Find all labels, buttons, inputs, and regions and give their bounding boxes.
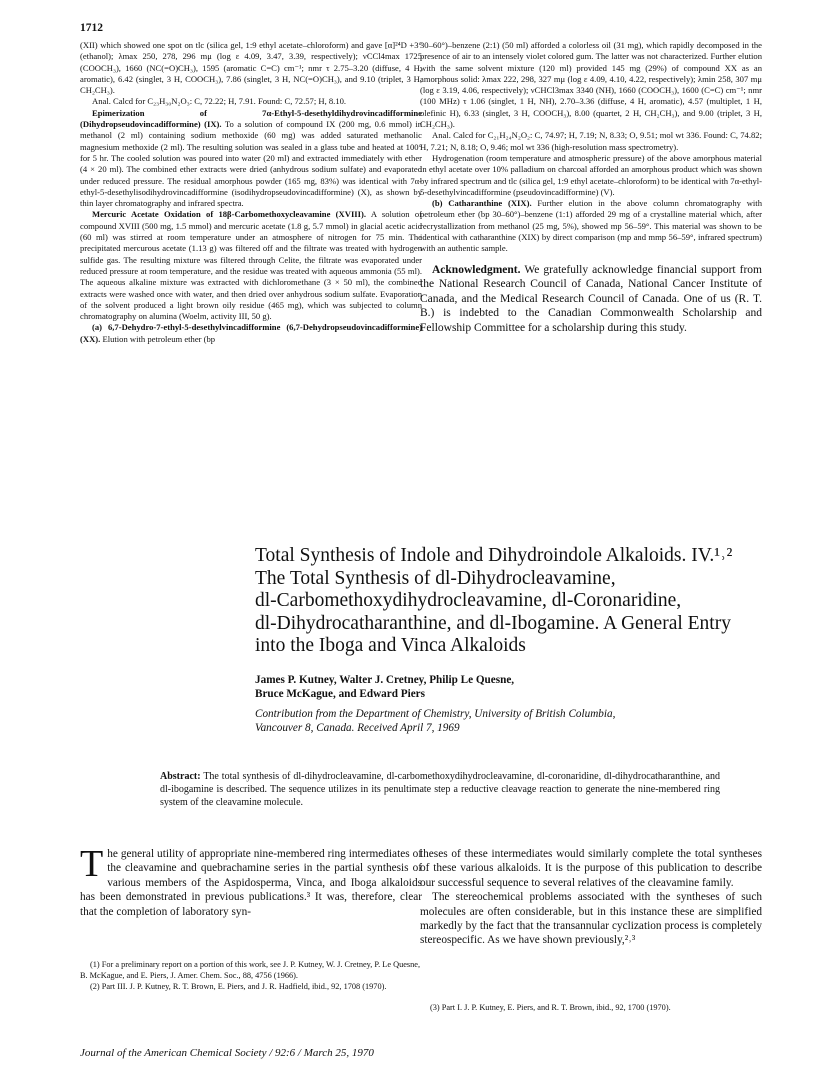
affiliation — [255, 707, 775, 735]
footnote: (3) Part I. J. P. Kutney, E. Piers, and R. T. Brown, ibid., 92, 1700 (1970). — [430, 1003, 671, 1012]
paragraph: Anal. Calcd for C₂₃H₃₀N₂O₃: C, 72.22; H, 7.91. Found: C, 72.57; H, 8.10. — [92, 96, 347, 107]
drop-cap: T — [80, 843, 104, 885]
intro-text: he general utility of appropriate nine-membered ring intermediates of the cleavamine and quebrachamine series in the partial synthesis of various members of the Aspidosperma, Vinca, and Iboga alkaloids has been demonstrated in previous publications.³ It was, therefore, clear that the completion of laboratory syn- — [80, 848, 422, 918]
paragraph-text: To a solution of compound IX (200 mg, 0.6 mmol) in methanol (2 ml) containing sodium methoxide (60 mg) was added saturated methanolic magnesium methoxide (2 ml). The resulting solution was sealed in a glass tube and heated at 100° for 5 hr. The cooled solution was poured into water (20 ml) and extracted immediately with ether (4 × 20 ml). The combined ether extracts were dried (anhydrous sodium sulfate) and evaporated under reduced pressure. The residual amorphous powder (165 mg, 83%) was identical with 7α-ethyl-5-desethylisodihydrovincadifformine (isodihydropseudovincadifformine) (X), as shown by thin layer chromatography and infrared spectra. — [80, 119, 423, 209]
article-title — [255, 545, 775, 658]
abstract-text: The total synthesis of dl-dihydrocleavamine, dl-carbomethoxydihydrocleavamine, dl-coronaridine, dl-dihydrocatharanthine, and dl-ibogamine is described. The sequence utilizes in its penultimate step a reductive cleavage reaction to generate the nine-membered ring system of the cleavamine molecule. — [160, 771, 720, 808]
paragraph: Anal. Calcd for C₂₁H₂₄N₂O₂: C, 74.97; H, 7.19; N, 8.33; O, 9.51; mol wt 336. Found: C, 74.82; H, 7.21; N, 8.18; O, 9.46; mol wt 336 (high-resolution mass spectrometry). — [420, 130, 762, 152]
paragraph-text: Elution with petroleum ether (bp — [102, 333, 216, 344]
title-line: Total Synthesis of Indole and Dihydroindole Alkaloids. IV.¹˒² — [255, 545, 733, 566]
page-number: 1712 — [80, 22, 103, 34]
footnote: (1) For a preliminary report on a portion of this work, see J. P. Kutney, W. J. Cretney, P. Le Quesne, B. McKague, and E. Piers, J. Amer. Chem. Soc., 88, 4756 (1966). — [80, 960, 421, 980]
footnote: (2) Part III. J. P. Kutney, R. T. Brown, E. Piers, and J. R. Hadfield, ibid., 92, 1708 (1970). — [90, 982, 387, 992]
acknowledgment-heading: Acknowledgment. — [432, 263, 521, 276]
paragraph-text: A solution of compound XVIII (500 mg, 1.5 mmol) and mercuric acetate (1.8 g, 5.7 mmol) in glacial acetic acid (60 ml) was stirred at room temperature under an atmosphere of nitrogen for 75 min. The precipitated mercurous acetate (1.13 g) was filtered off and the filtrate was treated with hydrogen sulfide gas. The resulting mixture was filtered through Celite, the filtrate was evaporated under reduced pressure at room temperature, and the residue was treated with aqueous ammonia (55 ml). The aqueous alkaline mixture was extracted with dichloromethane (3 × 50 ml), the combined extracts were washed once with water, and then dried over anhydrous sodium sulfate. Evaporation of the solvent produced a light brown oily residue (465 mg), which was subjected to column chromatography on alumina (Woelm, activity III, 50 g). — [80, 209, 423, 322]
acknowledgment — [420, 263, 762, 336]
footnotes-left — [80, 960, 422, 994]
title-line: into the Iboga and Vinca Alkaloids — [255, 635, 526, 656]
paragraph: Hydrogenation (room temperature and atmospheric pressure) of the above amorphous material in ethyl acetate over 10% palladium on charcoal afforded an amorphous product which was shown by infrared spectrum and tlc (silica gel, 1:9 ethyl acetate–chloroform) to be identical with 7α-ethyl-5-desethylvincadifformine (pseudovincadifformine) (V). — [420, 152, 762, 197]
affiliation-line: Contribution from the Department of Chemistry, University of British Columbia, — [255, 708, 616, 720]
paragraph: theses of these intermediates would similarly complete the total syntheses of these various alkaloids. It is the purpose of this publication to describe our successful sequence to several relatives of the cleavamine family. — [420, 848, 762, 889]
section-heading: (b) Catharanthine (XIX). — [432, 198, 532, 209]
section-heading: (a) 6,7-Dehydro-7-ethyl-5-desethylvincadifformine (6,7-Dehydropseudovincadifformine) (XX). — [80, 322, 422, 344]
abstract-label: Abstract: — [160, 771, 201, 782]
intro-right-column — [420, 847, 762, 948]
section-heading: Mercuric Acetate Oxidation of 18β-Carbomethoxycleavamine (XVIII). — [92, 209, 367, 220]
footnotes-right — [420, 1003, 762, 1015]
title-line: dl-Dihydrocatharanthine, and dl-Ibogamine. A General Entry — [255, 612, 731, 634]
paragraph-text: Further elution in the above column chromatography with petroleum ether (bp 30–60°)–benzene (1:1) afforded 29 mg of a crystalline material which, after recrystallization from methanol (25 mg, 5%), showed mp 56–59°. This material was shown to be identical with catharanthine (XIX) by direct comparison (mp and mmp 56–59°, infrared spectrum) with an authentic sample. — [420, 198, 762, 254]
section-heading: Epimerization of 7α-Ethyl-5-desethyldihydrovincadifformine (Dihydropseudovincadifformine) (IX). — [80, 107, 422, 130]
acknowledgment-text: We gratefully acknowledge financial support from the National Research Council of Canada, National Cancer Institute of Canada, and the Medical Research Council of Canada. One of us (R. T. B.) is indebted to the Canadian Commonwealth Scholarship and Fellowship Committee for a scholarship during this study. — [420, 263, 762, 335]
intro-left-column — [80, 843, 422, 919]
authors-line: Bruce McKague, and Edward Piers — [255, 688, 425, 700]
affiliation-line: Vancouver 8, Canada. Received April 7, 1969 — [255, 722, 460, 734]
abstract — [160, 770, 720, 809]
paragraph — [80, 209, 422, 322]
paragraph — [80, 322, 422, 345]
title-line: dl-Carbomethoxydihydrocleavamine, dl-Coronaridine, — [255, 590, 682, 611]
author-list — [255, 673, 775, 701]
paragraph: The stereochemical problems associated with the syntheses of such molecules are often considerable, but in this instance these are simplified markedly by the fact that the transannular cyclization process is completely stereospecific. As we have shown previously,²˒³ — [420, 891, 762, 947]
paragraph: (XII) which showed one spot on tlc (silica gel, 1:9 ethyl acetate–chloroform) and gave [α]²⁴D +3° (ethanol); λmax 250, 278, 296 mμ (log ε 4.09, 3.47, 3.39, respectively); νCCl4max 1725 (COOCH₃), 1660 (NC(=O)CH₃), 1595 (aromatic C=C) cm⁻¹; nmr τ 2.75–3.20 (diffuse, 4 H, aromatic), 6.42 (singlet, 3 H, COOCH₃), 7.86 (singlet, 3 H, NC(=O)CH₃), and 9.10 (triplet, 3 H, CH₂CH₃). — [80, 40, 422, 96]
paragraph — [420, 198, 762, 254]
authors-line: James P. Kutney, Walter J. Cretney, Philip Le Quesne, — [255, 674, 515, 686]
journal-footer: Journal of the American Chemical Society / 92:6 / March 25, 1970 — [80, 1047, 374, 1059]
paragraph: 30–60°)–benzene (2:1) (50 ml) afforded a colorless oil (31 mg), which rapidly decomposed in the presence of air to an intensely violet colored gum. The latter was not characterized. Further elution with the same solvent mixture (120 ml) provided 145 mg (29%) of compound XX as an amorphous solid: λmax 222, 298, 327 mμ (log ε 4.09, 4.10, 4.22, respectively); λmin 258, 307 mμ (log ε 3.19, 4.06, respectively); νCHCl3max 3340 (NH), 1660 (COOCH₃), 1600 (C=C) cm⁻¹; nmr (100 MHz) τ 1.06 (singlet, 1 H, NH), 2.70–3.36 (diffuse, 4 H, aromatic), 4.57 (multiplet, 1 H, olefinic H), 6.33 (singlet, 3 H, COOCH₃), 8.00 (quartet, 2 H, CH₂CH₃), and 9.00 (triplet, 3 H, CH₂CH₃). — [420, 40, 762, 130]
experimental-left-column — [80, 40, 422, 345]
experimental-right-column — [420, 40, 762, 336]
title-line: The Total Synthesis of dl-Dihydrocleavamine, — [255, 567, 616, 589]
paragraph — [80, 108, 422, 210]
